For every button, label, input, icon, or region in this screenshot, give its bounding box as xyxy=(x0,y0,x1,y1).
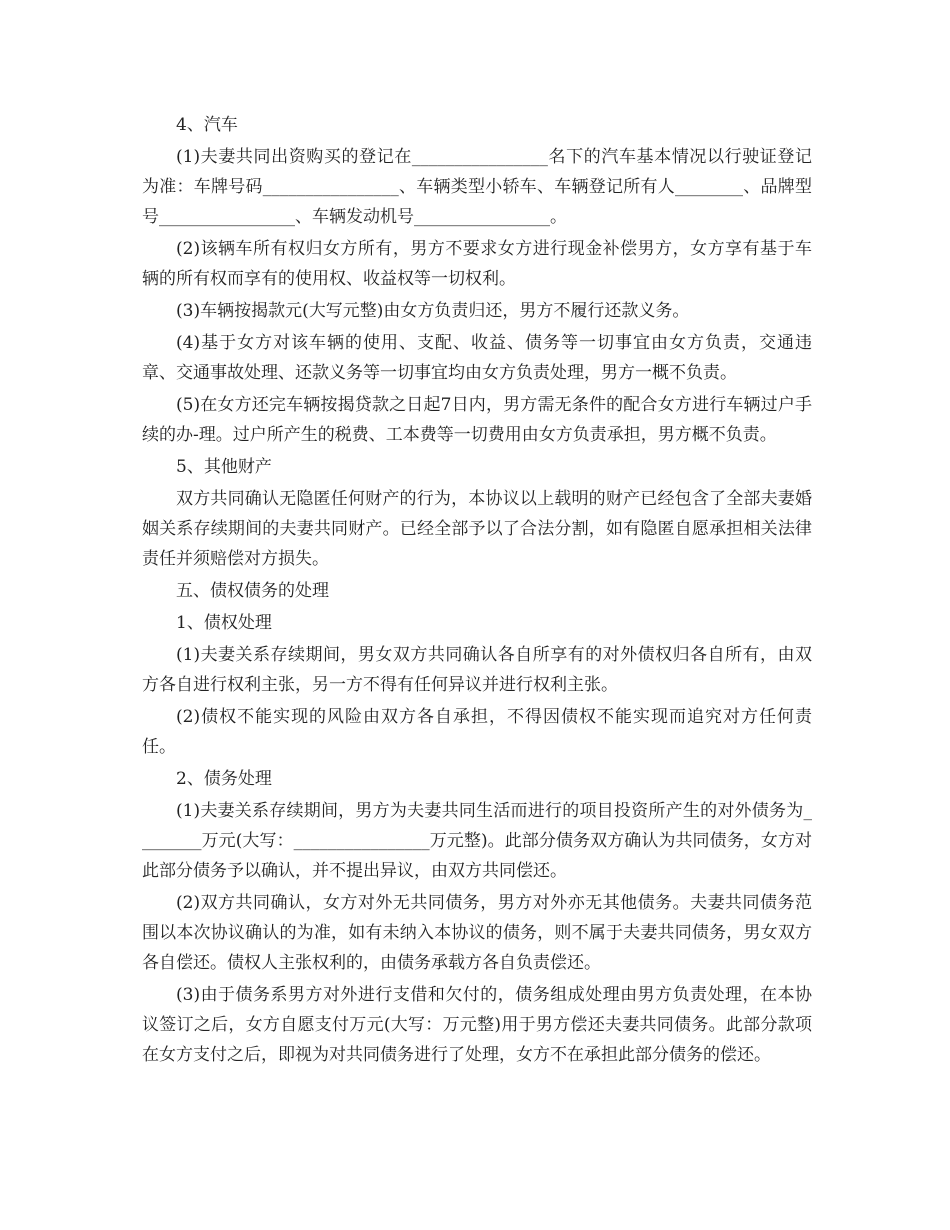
paragraph-car-registration: (1)夫妻共同出资购买的登记在________________名下的汽车基本情况以行驶证登记为准：车牌号码________________、车辆类型小轿车、车辆登记所有人________、品牌型号________________、车辆发动机号________________。 xyxy=(142,147,812,227)
section-heading-other-property: 5、其他财产 xyxy=(176,457,272,477)
subsection-heading-debt-handling: 2、债务处理 xyxy=(176,769,272,789)
paragraph-other-property: 双方共同确认无隐匿任何财产的行为，本协议以上载明的财产已经包含了全部夫妻婚姻关系存续期间的夫妻共同财产。已经全部予以了合法分割，如有隐匿自愿承担相关法律责任并须赔偿对方损失。 xyxy=(142,489,812,569)
paragraph-car-transfer: (5)在女方还完车辆按揭贷款之日起7日内，男方需无条件的配合女方进行车辆过户手续的办-理。过户所产生的税费、工本费等一切费用由女方负责承担，男方概不负责。 xyxy=(142,395,812,445)
paragraph-car-mortgage: (3)车辆按揭款元(大写元整)由女方负责归还，男方不履行还款义务。 xyxy=(176,301,690,321)
paragraph-debt-amount: (1)夫妻关系存续期间，男方为夫妻共同生活而进行的项目投资所产生的对外债务为________万元(大写：________________万元整)。此部分债务双方确认为共同债务，女方对此部分债务予以确认，并不提出异议，由双方共同偿还。 xyxy=(142,801,812,881)
paragraph-debt-confirmation: (2)双方共同确认，女方对外无共同债务，男方对外亦无其他债务。夫妻共同债务范围以本次协议确认的为准，如有未纳入本协议的债务，则不属于夫妻共同债务，男女双方各自偿还。债权人主张权利的，由债务承载方各自负责偿还。 xyxy=(142,893,812,973)
paragraph-claims-risk: (2)债权不能实现的风险由双方各自承担，不得因债权不能实现而追究对方任何责任。 xyxy=(142,707,812,757)
paragraph-car-ownership: (2)该辆车所有权归女方所有，男方不要求女方进行现金补偿男方，女方享有基于车辆的所有权而享有的使用权、收益权等一切权利。 xyxy=(142,239,812,289)
subsection-heading-claims: 1、债权处理 xyxy=(176,613,272,633)
paragraph-car-responsibility: (4)基于女方对该车辆的使用、支配、收益、债务等一切事宜由女方负责，交通违章、交通事故处理、还款义务等一切事宜均由女方负责处理，男方一概不负责。 xyxy=(142,333,812,383)
paragraph-debt-payment: (3)由于债务系男方对外进行支借和欠付的，债务组成处理由男方负责处理，在本协议签订之后，女方自愿支付万元(大写：万元整)用于男方偿还夫妻共同债务。此部分款项在女方支付之后，即视为对共同债务进行了处理，女方不在承担此部分债务的偿还。 xyxy=(142,985,812,1065)
section-heading-car: 4、汽车 xyxy=(176,115,238,135)
document-body xyxy=(142,110,812,1072)
section-heading-debts: 五、债权债务的处理 xyxy=(176,581,329,601)
paragraph-claims-ownership: (1)夫妻关系存续期间，男女双方共同确认各自所享有的对外债权归各自所有，由双方各自进行权利主张，另一方不得有任何异议并进行权利主张。 xyxy=(142,645,812,695)
